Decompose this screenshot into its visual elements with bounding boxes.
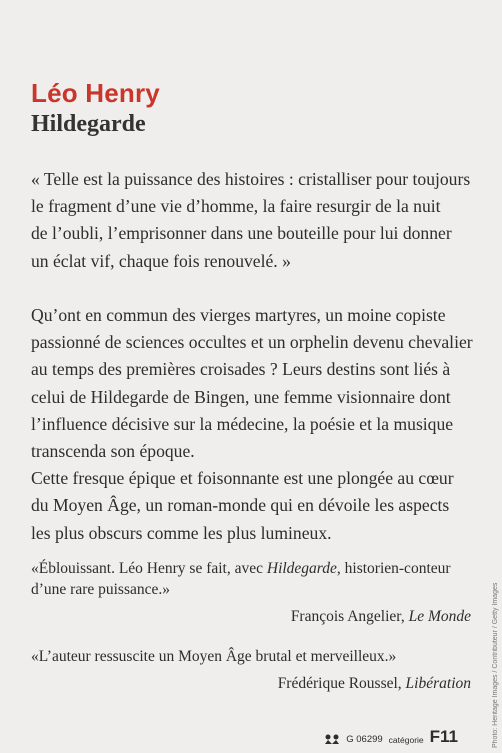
pull-quote-line: le fragment d’une vie d’homme, la faire resurgir de la nuit	[31, 196, 441, 217]
review-source: Le Monde	[408, 608, 471, 625]
review-text	[31, 558, 471, 579]
author-name: Léo Henry	[31, 78, 160, 108]
review-text-part: «Éblouissant. Léo Henry se fait, avec	[31, 560, 267, 577]
product-code: G 06299	[346, 734, 383, 745]
review-attribution	[31, 673, 471, 694]
summary-line: les plus obscurs comme les plus lumineux.	[31, 522, 332, 543]
summary-line: l’influence décisive sur la médecine, la poésie et la musique	[31, 413, 454, 434]
review-text: d’une rare puissance.»	[31, 581, 171, 598]
pull-quote-line: « Telle est la puissance des histoires : cristalliser pour toujours	[31, 169, 471, 189]
press-review-le-monde	[31, 558, 471, 627]
summary-line: transcenda son époque.	[31, 441, 195, 462]
review-source: Libération	[405, 675, 471, 692]
review-book-title: Hildegarde	[266, 560, 337, 577]
pull-quote	[31, 166, 481, 275]
summary-line: celui de Hildegarde de Bingen, une femme visionnaire dont	[31, 386, 451, 407]
review-attribution	[31, 606, 471, 627]
pull-quote-line: de l’oubli, l’emprisonner dans une bouteille pour lui donner	[31, 223, 452, 244]
summary-line: Qu’ont en commun des vierges martyres, un moine copiste	[31, 305, 446, 325]
pull-quote-line: un éclat vif, chaque fois renouvelé. »	[31, 250, 291, 271]
review-text: «L’auteur ressuscite un Moyen Âge brutal et merveilleux.»	[31, 648, 397, 665]
footer-code	[324, 728, 458, 745]
summary-line: Cette fresque épique et foisonnante est une plongée au cœur	[31, 468, 454, 489]
summary-line: au temps des premières croisades ? Leurs destins sont liés à	[31, 359, 451, 380]
reviewer-name: Frédérique Roussel,	[277, 675, 406, 692]
summary-line: du Moyen Âge, un roman-monde qui en dévoile les aspects	[31, 495, 450, 516]
book-title: Hildegarde	[31, 111, 146, 137]
review-text-part: , historien-conteur	[336, 560, 451, 577]
category-label: catégorie	[388, 735, 424, 745]
press-review-liberation	[31, 646, 471, 694]
publisher-logo-icon	[324, 733, 340, 745]
reviewer-name: François Angelier,	[290, 608, 409, 625]
photo-credit: Photo: Heritage Images / Contributeur / Getty Images	[492, 582, 499, 748]
category-code: F11	[429, 727, 458, 746]
summary-line: passionné de sciences occultes et un orphelin devenu chevalier	[31, 332, 473, 353]
book-summary	[31, 302, 481, 547]
